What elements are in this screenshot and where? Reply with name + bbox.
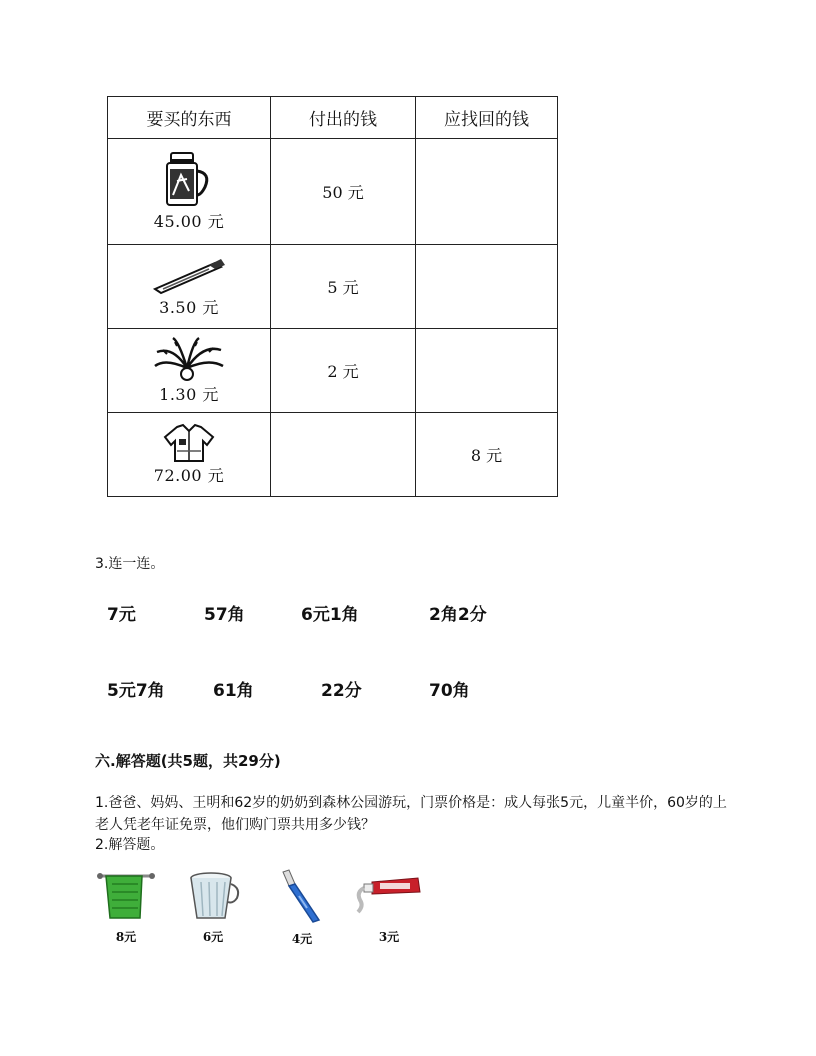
connect-item[interactable]: 5元7角 xyxy=(107,681,165,701)
table-row xyxy=(108,245,558,329)
question-1: 1.爸爸、妈妈、王明和62岁的奶奶到森林公园游玩，门票价格是：成人每张5元，儿童半价，60岁的上老人凭老年证免票，他们购门票共用多少钱？ xyxy=(95,795,727,833)
goods-price: 3元 xyxy=(378,930,400,944)
shirt-icon xyxy=(161,423,217,463)
item-cell xyxy=(108,245,271,329)
paid-cell[interactable] xyxy=(271,413,416,497)
connect-item[interactable]: 57角 xyxy=(204,605,245,625)
paid-cell: 2 元 xyxy=(271,329,416,413)
connect-item[interactable]: 2角2分 xyxy=(429,605,487,625)
paid-cell: 50 元 xyxy=(271,139,416,245)
price-table xyxy=(107,96,558,497)
toothbrush-icon xyxy=(277,868,327,924)
section6-heading: 六.解答题(共5题，共29分) xyxy=(95,752,281,770)
item-price: 45.00 元 xyxy=(153,212,225,231)
shuttlecock-icon xyxy=(153,336,225,382)
goods-price: 4元 xyxy=(291,932,313,946)
question-2: 2.解答题。 xyxy=(95,837,165,853)
table-row xyxy=(108,139,558,245)
change-cell[interactable] xyxy=(416,139,558,245)
item-price: 3.50 元 xyxy=(159,298,219,317)
item-cell xyxy=(108,413,271,497)
connect-item[interactable]: 7元 xyxy=(107,605,136,625)
goods-item xyxy=(185,870,241,945)
toothbrush-icon xyxy=(149,255,229,295)
goods-item xyxy=(277,868,327,947)
paid-cell: 5 元 xyxy=(271,245,416,329)
towel-icon xyxy=(96,870,156,922)
section3-title: 3.连一连。 xyxy=(95,556,165,572)
item-cell xyxy=(108,139,271,245)
goods-price: 6元 xyxy=(202,930,224,944)
change-cell: 8 元 xyxy=(416,413,558,497)
item-cell xyxy=(108,329,271,413)
goods-item xyxy=(96,870,156,945)
goods-item xyxy=(354,874,424,945)
header-item: 要买的东西 xyxy=(108,97,271,139)
header-change: 应找回的钱 xyxy=(416,97,558,139)
item-price: 1.30 元 xyxy=(159,385,219,404)
header-paid: 付出的钱 xyxy=(271,97,416,139)
connect-item[interactable]: 6元1角 xyxy=(301,605,359,625)
cup-icon xyxy=(185,870,241,922)
table-row xyxy=(108,329,558,413)
toothpaste-icon xyxy=(354,874,424,922)
change-cell[interactable] xyxy=(416,329,558,413)
connect-item[interactable]: 22分 xyxy=(321,681,362,701)
connect-item[interactable]: 61角 xyxy=(213,681,254,701)
item-price: 72.00 元 xyxy=(153,466,225,485)
connect-item[interactable]: 70角 xyxy=(429,681,470,701)
jar-icon xyxy=(161,151,217,209)
goods-price: 8元 xyxy=(115,930,137,944)
table-row xyxy=(108,413,558,497)
change-cell[interactable] xyxy=(416,245,558,329)
